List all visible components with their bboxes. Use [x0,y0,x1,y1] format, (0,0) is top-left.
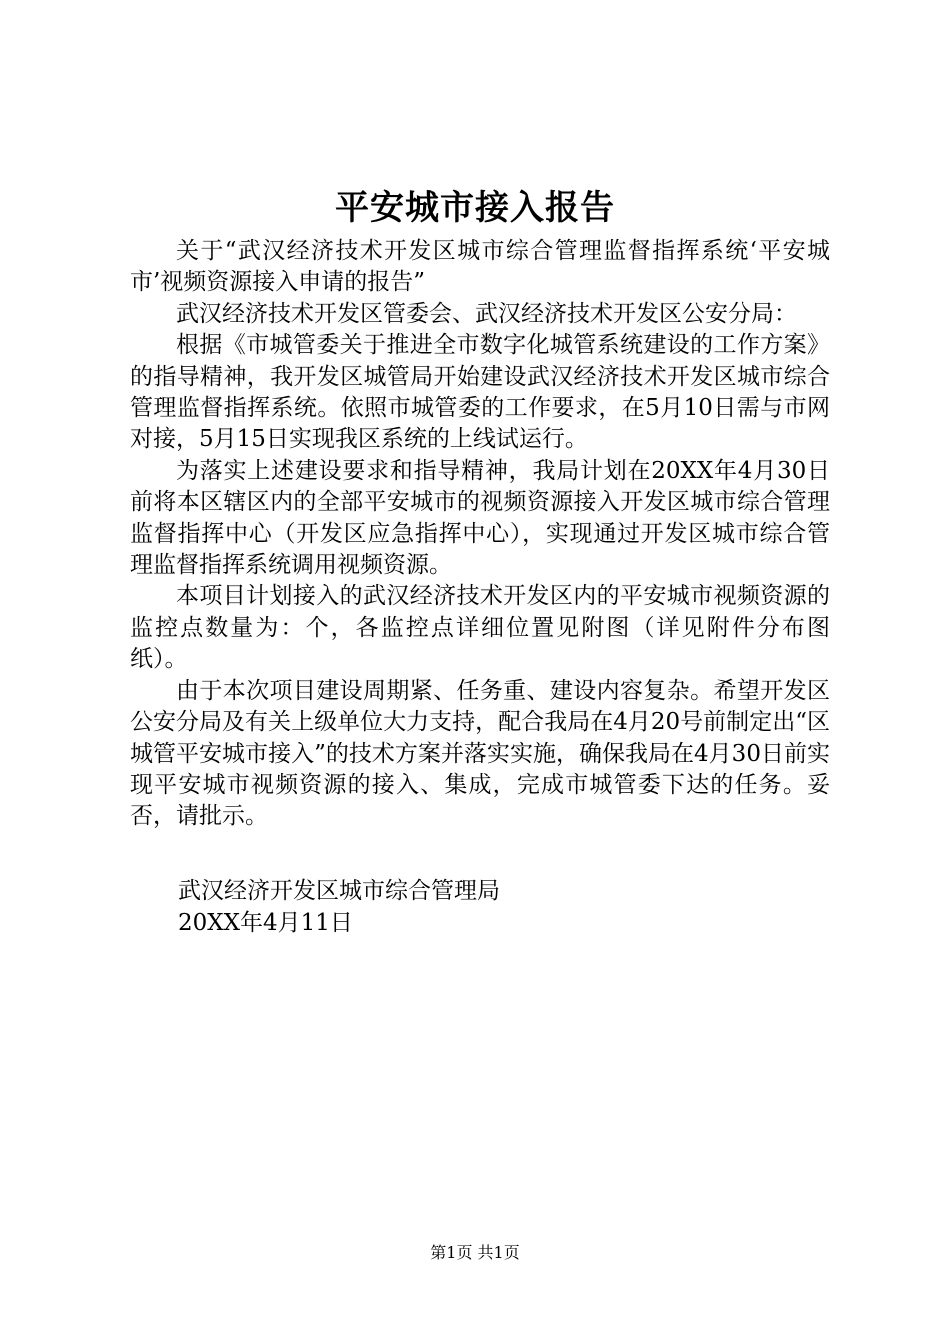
body-paragraph-3: 本项目计划接入的武汉经济技术开发区内的平安城市视频资源的监控点数量为：个，各监控点详细位置见附图（详见附件分布图纸）。 [130,583,830,673]
document-body [130,236,830,833]
body-paragraph-1: 根据《市城管委关于推进全市数字化城管系统建设的工作方案》的指导精神，我开发区城管局开始建设武汉经济技术开发区城市综合管理监督指挥系统。依照市城管委的工作要求，在5月10日需与市网对接，5月15日实现我区系统的上线试运行。 [130,332,830,453]
body-paragraph-2: 为落实上述建设要求和指导精神，我局计划在20XX年4月30日前将本区辖区内的全部平安城市的视频资源接入开发区城市综合管理监督指挥中心（开发区应急指挥中心），实现通过开发区城市综合管理监督指挥系统调用视频资源。 [130,457,830,579]
page-footer: 第1页 共1页 [430,1243,520,1262]
signature-org: 武汉经济开发区城市综合管理局 [178,878,500,904]
signature-date: 20XX年4月11日 [178,910,353,936]
document-title: 平安城市接入报告 [335,188,615,228]
body-paragraph-4: 由于本次项目建设周期紧、任务重、建设内容复杂。希望开发区公安分局及有关上级单位大力支持，配合我局在4月20号前制定出“区城管平安城市接入”的技术方案并落实实施，确保我局在4月30日前实现平安城市视频资源的接入、集成，完成市城管委下达的任务。妥否，请批示。 [130,677,830,830]
subject-paragraph: 关于“武汉经济技术开发区城市综合管理监督指挥系统‘平安城市’视频资源接入申请的报告” [130,238,830,296]
addressee-paragraph: 武汉经济技术开发区管委会、武汉经济技术开发区公安分局： [176,300,797,327]
